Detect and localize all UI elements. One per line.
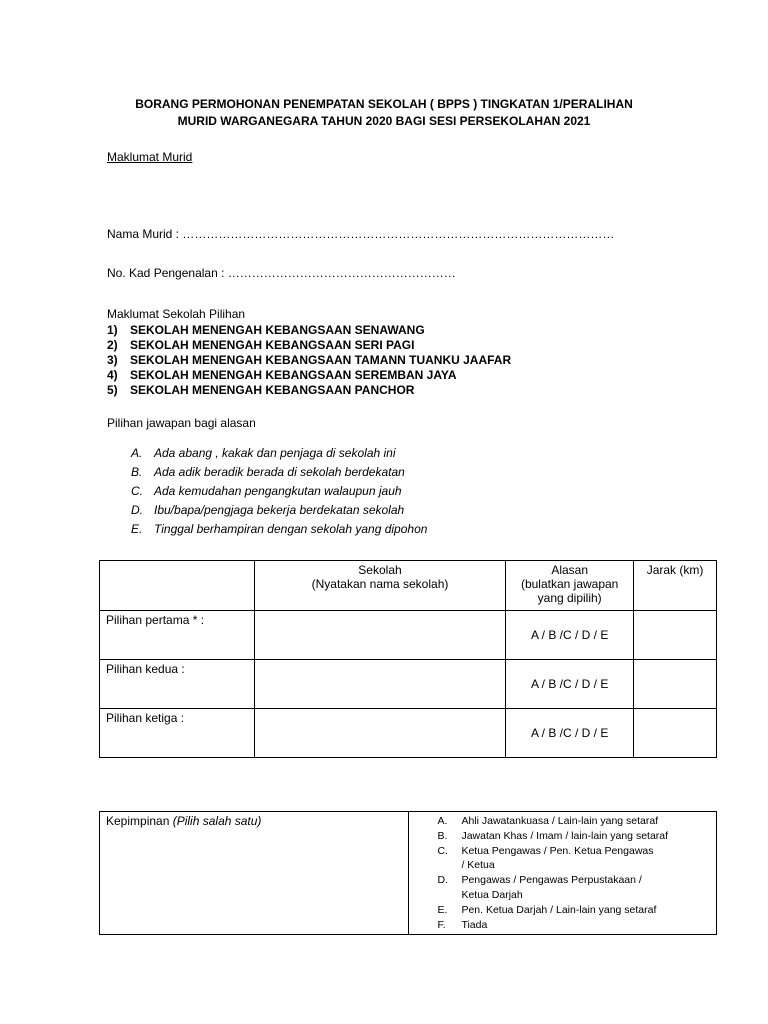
school-name-cell[interactable] <box>254 611 506 660</box>
form-title-line-2: MURID WARGANEGARA TAHUN 2020 BAGI SESI PERSEKOLAHAN 2021 <box>177 114 591 128</box>
school-name-cell[interactable] <box>254 660 506 709</box>
school-name-cell[interactable] <box>254 709 506 758</box>
row-label: Pilihan pertama * : <box>100 611 255 660</box>
table-header-row <box>100 561 717 611</box>
distance-cell[interactable] <box>634 611 717 660</box>
form-title-line-1: BORANG PERMOHONAN PENEMPATAN SEKOLAH ( BPPS ) TINGKATAN 1/PERALIHAN <box>135 97 633 111</box>
reason-options-cell[interactable]: A / B /C / D / E <box>506 611 634 660</box>
table-row <box>100 709 717 758</box>
leadership-option[interactable]: A. Ahli Jawatankuasa / Lain-lain yang setaraf <box>437 815 659 827</box>
row-label: Pilihan ketiga : <box>100 709 255 758</box>
list-item: 5) SEKOLAH MENENGAH KEBANGSAAN PANCHOR <box>107 383 415 397</box>
list-item: A. Ada abang , kakak dan penjaga di sekolah ini <box>131 446 396 460</box>
table-header-empty <box>100 561 255 611</box>
student-section-title: Maklumat Murid <box>107 150 193 164</box>
leadership-option[interactable]: E. Pen. Ketua Darjah / Lain-lain yang setaraf <box>437 903 657 916</box>
student-ic-field[interactable]: No. Kad Pengenalan : ………………………………………………… <box>107 266 456 280</box>
reasons-list <box>131 444 427 539</box>
list-item: B. Ada adik beradik berada di sekolah berdekatan <box>131 465 405 479</box>
reason-options-cell[interactable]: A / B /C / D / E <box>506 709 634 758</box>
leadership-table <box>99 811 717 935</box>
leadership-option-continuation: / Ketua <box>461 859 495 872</box>
list-item: 3) SEKOLAH MENENGAH KEBANGSAAN TAMANN TUANKU JAAFAR <box>107 353 512 367</box>
distance-cell[interactable] <box>634 709 717 758</box>
student-name-field[interactable]: Nama Murid : ……………………………………………………………………………………………… <box>107 227 615 241</box>
leadership-option-continuation: Ketua Darjah <box>461 888 523 901</box>
table-header-reason: Alasan (bulatkan jawapan yang dipilih) <box>506 561 634 611</box>
leadership-label-cell <box>100 812 409 935</box>
distance-cell[interactable] <box>634 660 717 709</box>
table-row <box>100 611 717 660</box>
table-header-distance: Jarak (km) <box>634 561 717 611</box>
list-item: E. Tinggal berhampiran dengan sekolah yang dipohon <box>131 522 428 536</box>
leadership-options-cell[interactable] <box>409 812 717 935</box>
list-item: C. Ada kemudahan pengangkutan walaupun jauh <box>131 484 402 498</box>
list-item: 1) SEKOLAH MENENGAH KEBANGSAAN SENAWANG <box>107 323 425 337</box>
school-choice-table <box>99 560 717 758</box>
list-item: D. Ibu/bapa/pengjaga bekerja berdekatan sekolah <box>131 503 405 517</box>
leadership-option[interactable]: D. Pengawas / Pengawas Perpustakaan / <box>437 874 642 887</box>
school-section-title: Maklumat Sekolah Pilihan <box>107 307 246 321</box>
leadership-hint: (Pilih salah satu) <box>172 814 262 828</box>
row-label: Pilihan kedua : <box>100 660 255 709</box>
table-row <box>100 660 717 709</box>
table-header-school: Sekolah (Nyatakan nama sekolah) <box>254 561 506 611</box>
reason-options-cell[interactable]: A / B /C / D / E <box>506 660 634 709</box>
leadership-option[interactable]: B. Jawatan Khas / Imam / lain-lain yang setaraf <box>437 829 669 842</box>
leadership-option[interactable]: C. Ketua Pengawas / Pen. Ketua Pengawas <box>437 844 654 857</box>
reasons-intro: Pilihan jawapan bagi alasan <box>107 416 256 430</box>
list-item: 2) SEKOLAH MENENGAH KEBANGSAAN SERI PAGI <box>107 338 415 352</box>
table-row <box>100 812 717 935</box>
list-item: 4) SEKOLAH MENENGAH KEBANGSAAN SEREMBAN JAYA <box>107 368 457 382</box>
leadership-option[interactable]: F. Tiada <box>437 918 488 931</box>
school-list <box>107 323 511 398</box>
leadership-label: Kepimpinan <box>106 814 170 828</box>
